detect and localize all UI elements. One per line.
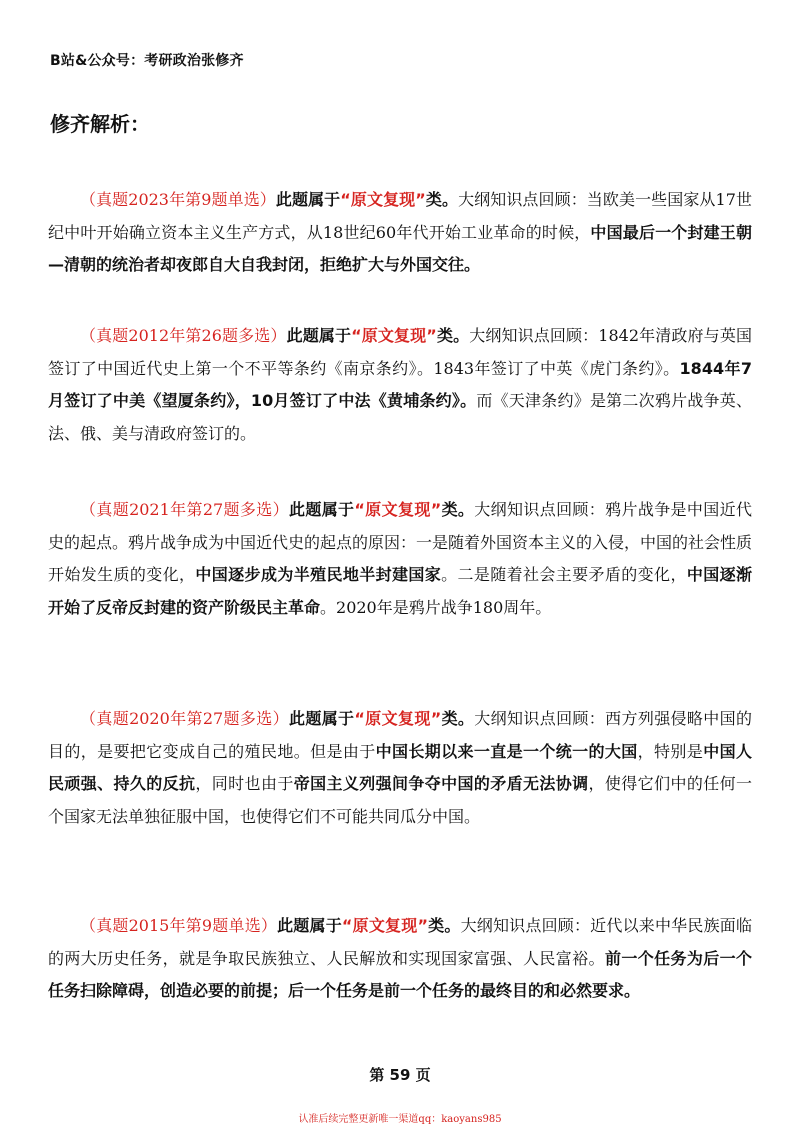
question-reference: （真题2012年第26题多选） xyxy=(80,326,287,345)
intro-text: 类。 xyxy=(441,500,475,519)
intro-text: 此题属于 xyxy=(275,190,341,209)
key-point-text: 中国最后一个封建王朝—清朝的统治者却夜郎自大自我封闭，拒绝扩大与外国交往。 xyxy=(48,222,752,274)
intro-text: 类。 xyxy=(427,916,461,935)
body-text: 大纲知识点回顾：鸦片战争是中国近代史的起点。鸦片战争成为中国近代史的起点的原因：一是随着外国资本主义的入侵，中国的社会性质开始发生质的变化， xyxy=(48,500,753,584)
intro-text: 类。 xyxy=(441,709,475,728)
question-reference: （真题2015年第9题单选） xyxy=(80,916,278,935)
category-label: “原文复现” xyxy=(341,916,428,935)
body-text: ，使得它们中的任何一个国家无法单独征服中国，也使得它们不可能共同瓜分中国。 xyxy=(48,774,752,826)
body-text: 大纲知识点回顾：西方列强侵略中国的目的，是要把它变成自己的殖民地。但是由于 xyxy=(48,709,752,761)
intro-text: 类。 xyxy=(425,190,459,209)
body-text: 大纲知识点回顾：近代以来中华民族面临的两大历史任务，就是争取民族独立、人民解放和实现国家富强、人民富裕。 xyxy=(48,916,752,968)
key-point-text: 中国逐步成为半殖民地半封建国家 xyxy=(195,565,442,584)
key-point-text: 中国长期以来一直是一个统一的大国 xyxy=(375,741,638,761)
body-text: 。二是随着社会主要矛盾的变化， xyxy=(441,565,687,584)
key-point-text: 1844年7月签订了中美《望厦条约》，10月签订了中法《黄埔条约》。 xyxy=(48,358,752,410)
question-reference: （真题2023年第9题单选） xyxy=(80,190,276,209)
key-point-text: 帝国主义列强间争夺中国的矛盾无法协调 xyxy=(293,774,589,793)
body-text: 大纲知识点回顾：当欧美一些国家从17世纪中叶开始确立资本主义生产方式，从18世纪60年代开始工业革命的时候， xyxy=(48,190,752,242)
analysis-paragraph-3 xyxy=(48,494,752,624)
category-label: “原文复现” xyxy=(340,190,426,209)
intro-text: 此题属于 xyxy=(288,709,355,728)
watermark-text: 认准后续完整更新唯一渠道qq：kaoyans985 xyxy=(298,1114,502,1125)
intro-text: 类。 xyxy=(436,326,470,345)
intro-text: 此题属于 xyxy=(277,916,342,935)
question-reference: （真题2020年第27题多选） xyxy=(80,709,289,728)
page-number: 第 59 页 xyxy=(369,1066,431,1084)
intro-text: 此题属于 xyxy=(288,500,355,519)
key-point-text: 中国人民顽强、持久的反抗 xyxy=(48,741,752,793)
analysis-paragraph-1 xyxy=(48,184,752,282)
key-point-text: 前一个任务为后一个任务扫除障碍，创造必要的前提；后一个任务是前一个任务的最终目的和必然要求。 xyxy=(48,948,752,1000)
category-label: “原文复现” xyxy=(354,500,442,519)
analysis-paragraph-4 xyxy=(48,703,752,833)
body-text: 而《天津条约》是第二次鸦片战争英、法、俄、美与清政府签订的。 xyxy=(48,391,752,443)
body-text: 大纲知识点回顾：1842年清政府与英国签订了中国近代史上第一个不平等条约《南京条约》。1843年签订了中英《虎门条约》。 xyxy=(48,326,752,378)
page-header: B站&公众号：考研政治张修齐 xyxy=(50,53,244,69)
body-text: ，同时也由于 xyxy=(195,774,294,793)
question-reference: （真题2021年第27题多选） xyxy=(80,500,289,519)
body-text: 。2020年是鸦片战争180周年。 xyxy=(320,597,552,617)
key-point-text: 中国逐渐开始了反帝反封建的资产阶级民主革命 xyxy=(48,565,752,617)
category-label: “原文复现” xyxy=(354,709,442,728)
analysis-paragraph-5 xyxy=(48,910,752,1008)
analysis-paragraph-2 xyxy=(48,320,752,450)
intro-text: 此题属于 xyxy=(286,326,352,345)
category-label: “原文复现” xyxy=(351,326,437,345)
section-title: 修齐解析： xyxy=(50,112,150,136)
body-text: ，特别是 xyxy=(637,741,704,761)
